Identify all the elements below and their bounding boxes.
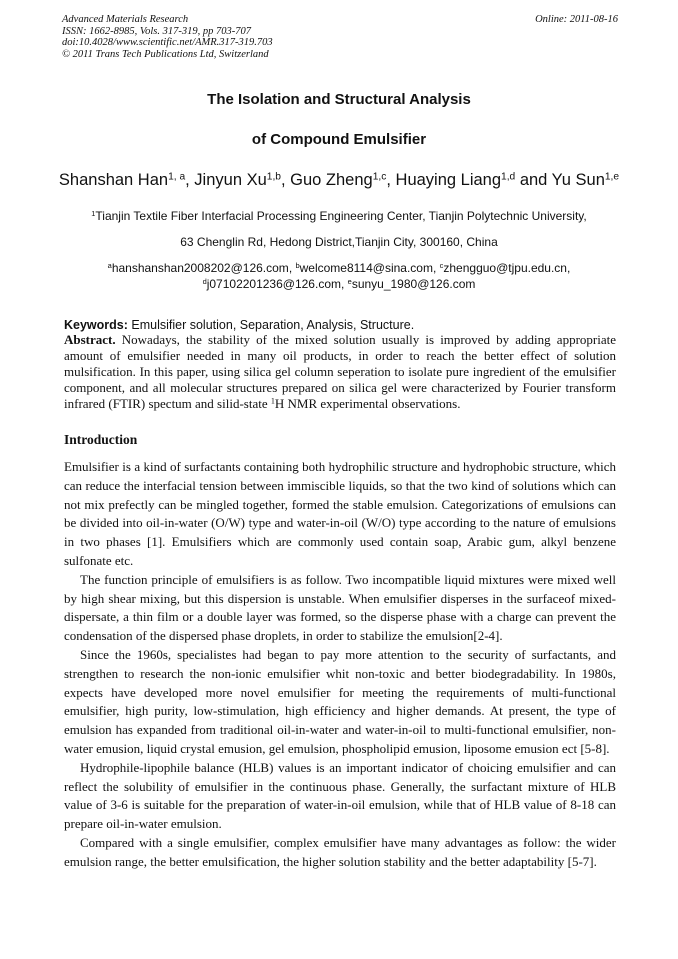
author-separator: , [280,171,291,189]
author-separator: , [386,171,396,189]
abstract-superscript: 1 [270,396,275,406]
body-paragraph: Hydrophile-lipophile balance (HLB) values is an important indicator of choicing emulsifier and can reflect the solubility of emulsifier in the continuous phase. Generally, the surfactant mixture of HLB value of 3-6 is suitable for the preparation of water-in-oil emulsion, while that of HLB value of 8-18 can prepare oil-in-water emulsion. [64,759,616,832]
author-separator: , [185,171,195,189]
email-marker: a [107,260,112,270]
author-affiliation-marker: 1,d [501,171,516,183]
keywords [64,318,616,332]
body-paragraph: Since the 1960s, specialistes had began to pay more attention to the security of surfactants, and strengthen to research the non-ionic emulsifier whit non-toxic and better biodegradability. In 1980s, expects have developed more novel emulsifier for meeting the requirements of multi-functional emulsifier, high purity, low-stimulation, high efficiency and higher demands. At present, the type of emulsion has expanded from traditional oil-in-water and water-in-oil to multi-functional emulsifier, non-water emusion, liquid crystal emusion, gel emulsion, phospholipid emusion, liposome emusion ect [5-8]. [64,646,616,756]
affiliation-line-2: 63 Chenglin Rd, Hedong District,Tianjin City, 300160, China [180,235,498,249]
email-address[interactable]: j07102201236@126.com [206,277,341,291]
email-marker: e [347,276,352,286]
online-date: Online: 2011-08-16 [535,14,618,25]
author-list [0,171,678,190]
keywords-text: Emulsifier solution, Separation, Analysis, Structure. [131,318,415,332]
author-affiliation-marker: 1,c [372,171,387,183]
doi-link[interactable]: doi:10.4028/www.scientific.net/AMR.317-319.703 [62,37,273,48]
email-address[interactable]: hanshanshan2008202@126.com [111,261,289,275]
author-name: Guo Zheng [290,171,373,189]
author-affiliation-marker: 1, a [168,171,186,183]
body-paragraph: Compared with a single emulsifier, complex emulsifier have many advantages as follow: the wider emulsion range, the better emulsification, the higher solution stability and the better adaptability [5-7]. [64,834,616,869]
abstract [64,332,616,412]
email-line-2: $^d$j07102201236@126.com, $^e$sunyu_1980@126.com [202,276,476,291]
abstract-text: Nowadays, the stability of the mixed solution usually is improved by adding appropriate amount of emulsifier needed in many oil products, in order to reach the better effect of solution mulsification. In this paper, using silica gel column seperation to isolate pure ingredient of the emulsifier component, and all molecular structures prepared on silica gel were characterized by Fourier transform infrared (FTIR) spectum and silid-state [64,332,616,412]
email-marker: d [202,276,207,286]
journal-issn: ISSN: 1662-8985, Vols. 317-319, pp 703-707 [62,25,251,37]
keywords-label: Keywords: [64,318,128,332]
journal-name: Advanced Materials Research [62,14,189,25]
affiliation-line-1 [0,209,678,223]
email-marker: b [295,260,300,270]
affiliation-marker: 1 [91,208,96,218]
author-separator: and [515,171,552,189]
email-marker: c [439,260,444,270]
author-affiliation-marker: 1,e [604,171,620,183]
author-name: Yu Sun [551,171,605,189]
email-line-1: $^a$hanshanshan2008202@126.com, $^b$welcome8114@sina.com, $^c$zhengguo@tjpu.edu.cn, [107,260,571,275]
section-heading-introduction: Introduction [64,432,138,447]
email-address[interactable]: zhengguo@tjpu.edu.cn [443,261,567,275]
copyright-notice: © 2011 Trans Tech Publications Ltd, Switzerland [62,48,269,60]
running-header [62,14,618,60]
body-paragraph: Emulsifier is a kind of surfactants containing both hydrophilic structure and hydrophobic structure, which can reduce the interfacial tension between immiscible liquids, so that the two kind of solutions which can not mix prefectly can be mingled together, formed the stable emulsion. Categorizations of emulsions can be divided into oil-in-water (O/W) type and water-in-oil (W/O) type according to the nature of emulsions in two phases [1]. Emulsifiers which are commonly used contain soap, Arabic gum, alkyl benzene sulfonate etc. [64,459,616,568]
affiliation-text: Tianjin Textile Fiber Interfacial Processing Engineering Center, Tianjin Polytechnic University, [95,209,587,223]
introduction-body [64,458,616,872]
email-address[interactable]: welcome8114@sina.com [299,261,433,275]
author-affiliation-marker: 1,b [266,171,281,183]
paper-title-line-2: of Compound Emulsifier [251,131,427,148]
author-name: Shanshan Han [58,171,169,189]
body-paragraph: The function principle of emulsifiers is as follow. Two incompatible liquid mixtures were mixed well by high shear mixing, but this dispersion is unstable. When emulsifier disperses in the surfaceof mixed-dispersate, a thin film or a double layer was formed, so the disperse phase with a charge can prevent the condensation of the dispersed phase droplets, in order to stabilize the emulsion[2-4]. [64,571,616,644]
paper-title-line-1: The Isolation and Structural Analysis [207,91,471,108]
abstract-label: Abstract. [64,332,116,347]
abstract-text-end: H NMR experimental observations. [274,396,461,412]
author-name: Huaying Liang [395,171,502,189]
email-address[interactable]: sunyu_1980@126.com [351,277,476,291]
author-name: Jinyun Xu [194,171,267,189]
